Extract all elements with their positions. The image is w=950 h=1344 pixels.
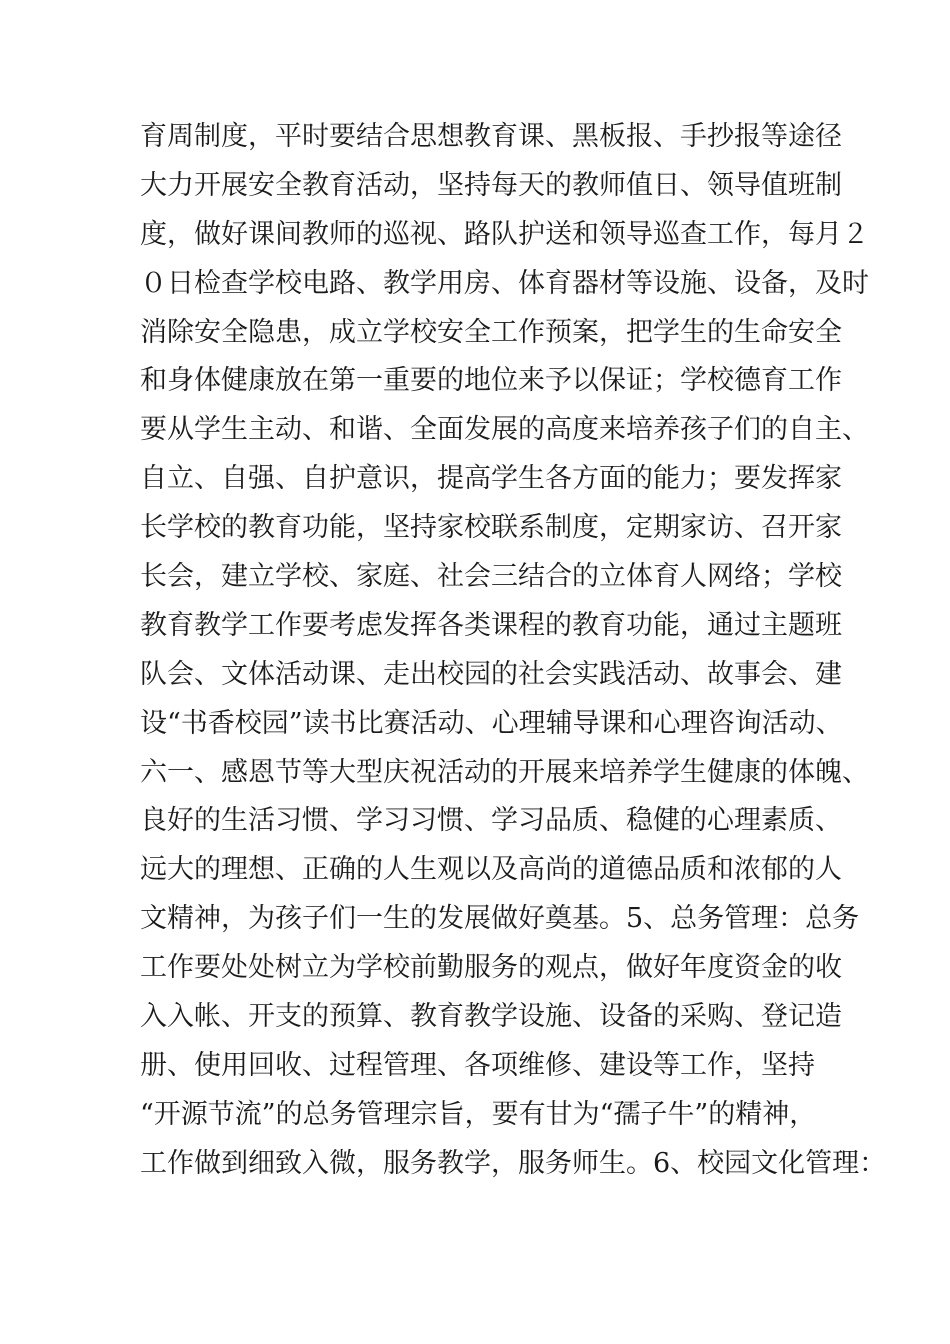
text-line: 册、使用回收、过程管理、各项维修、建设等工作，坚持 [140,1049,815,1081]
text-line: 工作做到细致入微，服务教学，服务师生。6、校园文化管理： [140,1147,887,1179]
text-line: 良好的生活习惯、学习习惯、学习品质、稳健的心理素质、 [140,805,842,837]
text-line: ０日检查学校电路、教学用房、体育器材等设施、设备，及时 [140,267,869,299]
text-line: 自立、自强、自护意识，提高学生各方面的能力；要发挥家 [140,463,842,495]
text-line: 长会，建立学校、家庭、社会三结合的立体育人网络；学校 [140,561,842,593]
text-line: 和身体健康放在第一重要的地位来予以保证；学校德育工作 [140,365,842,397]
text-line: 入入帐、开支的预算、教育教学设施、设备的采购、登记造 [140,1001,842,1033]
text-line: 育周制度，平时要结合思想教育课、黑板报、手抄报等途径 [140,121,842,152]
text-line: 六一、感恩节等大型庆祝活动的开展来培养学生健康的体魄、 [140,756,869,788]
text-line: 长学校的教育功能，坚持家校联系制度，定期家访、召开家 [140,512,842,544]
text-line: 教育教学工作要考虑发挥各类课程的教育功能，通过主题班 [140,609,842,641]
text-line: 度，做好课间教师的巡视、路队护送和领导巡查工作，每月２ [140,218,869,250]
text-line: 队会、文体活动课、走出校园的社会实践活动、故事会、建 [140,658,842,690]
text-line: 工作要处处树立为学校前勤服务的观点，做好年度资金的收 [140,952,842,984]
body-text [140,113,887,1189]
text-line: 消除安全隐患，成立学校安全工作预案，把学生的生命安全 [140,316,842,348]
text-line: 远大的理想、正确的人生观以及高尚的道德品质和浓郁的人 [140,854,842,886]
text-line: 文精神，为孩子们一生的发展做好奠基。5、总务管理：总务 [140,903,860,935]
text-line: 大力开展安全教育活动，坚持每天的教师值日、领导值班制 [140,169,842,201]
text-line: “开源节流”的总务管理宗旨，要有甘为“孺子牛”的精神， [140,1098,817,1130]
text-line: 设“书香校园”读书比赛活动、心理辅导课和心理咨询活动、 [140,707,843,739]
text-line: 要从学生主动、和谐、全面发展的高度来培养孩子们的自主、 [140,414,869,446]
